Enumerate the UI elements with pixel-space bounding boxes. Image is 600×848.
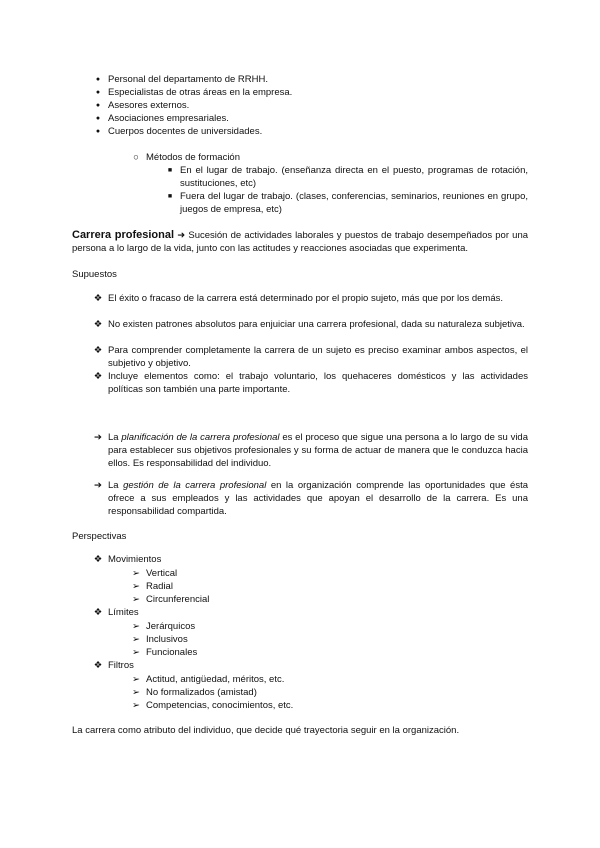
list-item <box>160 164 528 190</box>
arrowhead-bullet-icon: ➢ <box>132 568 140 579</box>
list-item <box>126 699 293 712</box>
list-item-text: Personal del departamento de RRHH. <box>108 74 269 85</box>
list-item <box>88 606 139 619</box>
arrowhead-bullet-icon: ➢ <box>132 647 140 658</box>
list-item <box>126 646 197 659</box>
list-item-text: Cuerpos docentes de universidades. <box>108 126 263 137</box>
gestion-rest: en la organización comprende las oportunidades que ésta ofrece a sus empleados y las actividades que apoyan el desarrollo de la carrera. Es una responsabilidad compartida. <box>108 480 528 517</box>
section-heading: Supuestos <box>72 269 117 280</box>
planificacion-rest: es el proceso que sigue una persona a lo largo de su vida para establecer sus objetivos profesionales y su forma de actuar de manera que le conduzca hacia ellos. Es responsabilidad del individuo. <box>108 432 528 469</box>
list-item-text: Actitud, antigüedad, méritos, etc. <box>146 674 285 685</box>
list-item <box>88 344 528 370</box>
list-item <box>88 292 528 305</box>
list-item <box>88 73 268 86</box>
list-item <box>88 125 262 138</box>
gestion-prefix: La <box>108 480 124 491</box>
diamond-bullet-icon: ❖ <box>93 345 103 356</box>
planificacion-prefix: La <box>108 432 122 443</box>
diamond-bullet-icon: ❖ <box>93 554 103 565</box>
diamond-bullet-icon: ❖ <box>93 607 103 618</box>
list-item <box>126 151 240 164</box>
group-label: Filtros <box>108 660 134 671</box>
arrow-bullet-icon: ➔ <box>94 480 102 491</box>
list-item <box>88 99 189 112</box>
list-item <box>88 86 292 99</box>
arrow-icon: ➜ <box>177 230 186 241</box>
list-item <box>126 567 177 580</box>
disc-bullet-icon: ● <box>95 102 101 109</box>
gestion-paragraph <box>88 479 528 518</box>
diamond-bullet-icon: ❖ <box>93 660 103 671</box>
list-item <box>126 673 284 686</box>
disc-bullet-icon: ● <box>95 128 101 135</box>
carrera-term: Carrera profesional <box>72 229 175 241</box>
disc-bullet-icon: ● <box>95 115 101 122</box>
list-item <box>88 659 134 672</box>
list-item <box>88 553 161 566</box>
list-item-text: Circunferencial <box>146 594 210 605</box>
list-item-text: No formalizados (amistad) <box>146 687 257 698</box>
list-item <box>126 686 257 699</box>
carrera-definition-text: Sucesión de actividades laborales y puestos de trabajo desempeñados por una persona a lo largo de la vida, junto con las actitudes y reacciones asociadas que experimenta. <box>72 230 529 254</box>
square-bullet-icon: ■ <box>167 193 173 200</box>
list-item-text: Competencias, conocimientos, etc. <box>146 700 294 711</box>
diamond-bullet-icon: ❖ <box>93 293 103 304</box>
gestion-text <box>108 479 528 518</box>
list-item-text: Vertical <box>146 568 178 579</box>
list-item <box>126 580 173 593</box>
square-bullet-icon: ■ <box>167 167 173 174</box>
arrowhead-bullet-icon: ➢ <box>132 621 140 632</box>
arrowhead-bullet-icon: ➢ <box>132 581 140 592</box>
gestion-term: gestión de la carrera profesional <box>123 480 267 491</box>
list-item-text: Funcionales <box>146 647 198 658</box>
planificacion-text <box>108 431 528 470</box>
list-item-text: Jerárquicos <box>146 621 196 632</box>
list-item-text: Radial <box>146 581 173 592</box>
list-item-text: En el lugar de trabajo. (enseñanza directa en el puesto, programas de rotación, sustituciones, etc) <box>180 165 528 189</box>
group-label: Límites <box>108 607 139 618</box>
list-item <box>88 370 528 396</box>
list-item <box>88 318 528 331</box>
disc-bullet-icon: ● <box>95 89 101 96</box>
carrera-definition <box>72 229 528 255</box>
list-item-text: Inclusivos <box>146 634 188 645</box>
closing-text: La carrera como atributo del individuo, que decide qué trayectoria seguir en la organización. <box>72 725 460 736</box>
list-item-text: Fuera del lugar de trabajo. (clases, conferencias, seminarios, reuniones en grupo, juegos de empresa, etc) <box>180 191 528 215</box>
list-item <box>126 633 188 646</box>
planificacion-term: planificación de la carrera profesional <box>121 432 280 443</box>
arrow-bullet-icon: ➔ <box>94 432 102 443</box>
list-item <box>126 620 195 633</box>
list-item <box>126 593 209 606</box>
disc-bullet-icon: ● <box>95 76 101 83</box>
list-item-text: Asociaciones empresariales. <box>108 113 229 124</box>
group-label: Movimientos <box>108 554 162 565</box>
list-item <box>88 112 229 125</box>
diamond-bullet-icon: ❖ <box>93 319 103 330</box>
section-heading: Perspectivas <box>72 531 127 542</box>
arrowhead-bullet-icon: ➢ <box>132 594 140 605</box>
list-item-text: No existen patrones absolutos para enjuiciar una carrera profesional, dada su naturaleza subjetiva. <box>108 319 525 330</box>
arrowhead-bullet-icon: ➢ <box>132 700 140 711</box>
arrowhead-bullet-icon: ➢ <box>132 634 140 645</box>
list-item-text: Incluye elementos como: el trabajo voluntario, los quehaceres domésticos y las actividades políticas son también una parte importante. <box>108 371 528 395</box>
arrowhead-bullet-icon: ➢ <box>132 674 140 685</box>
circle-bullet-icon: ○ <box>133 152 139 163</box>
list-item-text: El éxito o fracaso de la carrera está determinado por el propio sujeto, más que por los demás. <box>108 293 503 304</box>
diamond-bullet-icon: ❖ <box>93 371 103 382</box>
list-item <box>160 190 528 216</box>
list-item-text: Para comprender completamente la carrera de un sujeto es preciso examinar ambos aspectos, el subjetivo y objetivo. <box>108 345 528 369</box>
metodos-label: Métodos de formación <box>146 152 240 163</box>
list-item-text: Especialistas de otras áreas en la empresa. <box>108 87 293 98</box>
planificacion-paragraph <box>88 431 528 470</box>
list-item-text: Asesores externos. <box>108 100 190 111</box>
arrowhead-bullet-icon: ➢ <box>132 687 140 698</box>
